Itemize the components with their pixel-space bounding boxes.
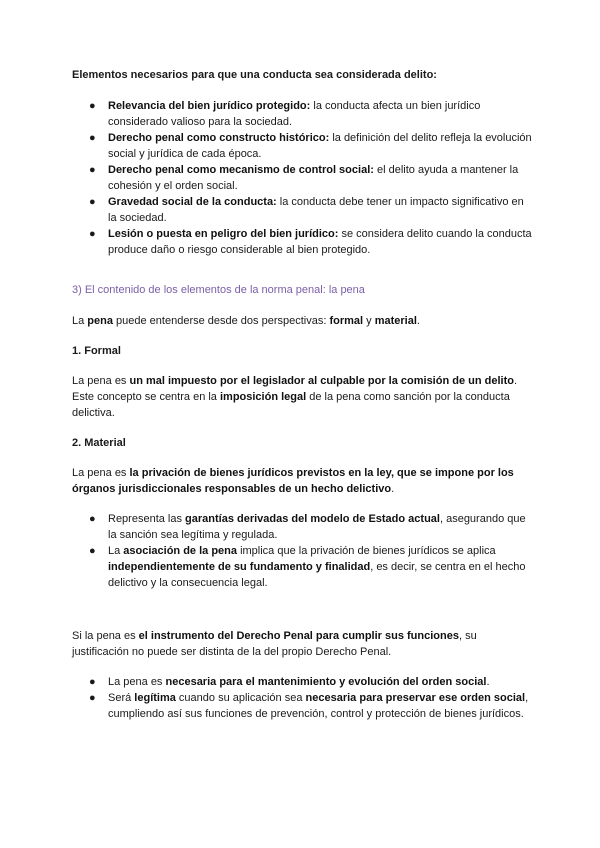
text-run: La pena es xyxy=(108,676,166,688)
bold-text: independientemente de su fundamento y finalidad xyxy=(108,561,371,573)
text-run: puede entenderse desde dos perspectivas: xyxy=(112,315,330,327)
text-run: , cumpliendo así sus funciones de prevención, control y protección de bienes jurídicos. xyxy=(108,692,529,720)
item-text: se considera delito cuando la conducta produce daño o riesgo considerable al bien protegido. xyxy=(108,228,532,256)
text-run: La pena es xyxy=(72,467,130,479)
material-paragraph xyxy=(72,465,532,497)
list-item xyxy=(72,98,532,130)
list-item xyxy=(72,690,532,722)
text-run: La xyxy=(108,545,124,557)
formal-heading: 1. Formal xyxy=(72,345,121,357)
text-run: , asegurando que la sanción sea legítima y regulada. xyxy=(108,513,526,541)
text-run: La xyxy=(72,315,88,327)
bullet-icon: ● xyxy=(89,545,96,557)
bold-text: pena xyxy=(87,315,113,327)
bullet-icon: ● xyxy=(89,676,96,688)
bold-text: la privación de bienes jurídicos previstos en la ley, que se impone por los órganos jurisdiccionales responsables de un hecho delictivo xyxy=(72,467,514,495)
bullet-icon: ● xyxy=(89,132,96,144)
text-run: La pena es xyxy=(72,375,130,387)
document-page xyxy=(72,67,532,722)
item-term: Relevancia del bien jurídico protegido: xyxy=(108,100,311,112)
item-text: la conducta afecta un bien jurídico considerado valioso para la sociedad. xyxy=(108,100,481,128)
text-run: de la pena como sanción por la conducta delictiva. xyxy=(72,391,510,419)
list-item xyxy=(72,543,532,591)
material-list xyxy=(72,511,532,591)
list-item xyxy=(72,130,532,162)
bullet-icon: ● xyxy=(89,196,96,208)
text-run: . Este concepto se centra en la xyxy=(72,375,518,403)
bold-text: formal xyxy=(329,315,364,327)
item-term: Gravedad social de la conducta: xyxy=(108,196,277,208)
bold-text: material xyxy=(374,315,417,327)
text-run: , es decir, se centra en el hecho delictivo y la consecuencia legal. xyxy=(108,561,526,589)
list-item xyxy=(72,511,532,543)
item-text: la conducta debe tener un impacto significativo en la sociedad. xyxy=(108,196,524,224)
list-item xyxy=(72,162,532,194)
text-run: implica que la privación de bienes jurídicos se aplica xyxy=(237,545,496,557)
item-text: la definición del delito refleja la evolución social y jurídica de cada época. xyxy=(108,132,532,160)
list-item xyxy=(72,674,532,690)
text-run: . xyxy=(486,676,490,688)
list-item xyxy=(72,194,532,226)
bold-text: imposición legal xyxy=(219,391,307,403)
bold-text: necesaria para el mantenimiento y evolución del orden social xyxy=(165,676,487,688)
instrumento-paragraph xyxy=(72,628,532,660)
bold-text: necesaria para preservar ese orden social xyxy=(305,692,526,704)
bold-text: garantías derivadas del modelo de Estado actual xyxy=(185,513,440,525)
bold-text: asociación de la pena xyxy=(123,545,238,557)
text-run: Si la pena es xyxy=(72,630,139,642)
material-heading: 2. Material xyxy=(72,437,126,449)
text-run: , su justificación no puede ser distinta de la del propio Derecho Penal. xyxy=(72,630,477,658)
bullet-icon: ● xyxy=(89,228,96,240)
bullet-icon: ● xyxy=(89,164,96,176)
text-run: Representa las xyxy=(108,513,186,525)
item-term: Derecho penal como constructo histórico: xyxy=(108,132,330,144)
item-term: Derecho penal como mecanismo de control social: xyxy=(108,164,374,176)
text-run: Será xyxy=(108,692,135,704)
section-title: 3) El contenido de los elementos de la norma penal: la pena xyxy=(72,284,365,296)
bullet-icon: ● xyxy=(89,100,96,112)
text-run: . xyxy=(416,315,420,327)
item-term: Lesión o puesta en peligro del bien jurídico: xyxy=(108,228,339,240)
bold-text: el instrumento del Derecho Penal para cumplir sus funciones xyxy=(138,630,459,642)
list-item xyxy=(72,226,532,258)
text-run: cuando su aplicación sea xyxy=(175,692,306,704)
intro-paragraph xyxy=(72,313,532,329)
bullet-icon: ● xyxy=(89,513,96,525)
final-list xyxy=(72,674,532,722)
bold-text: legítima xyxy=(134,692,176,704)
formal-paragraph xyxy=(72,373,532,421)
text-run: . xyxy=(391,483,395,495)
elementos-heading: Elementos necesarios para que una conducta sea considerada delito: xyxy=(72,69,437,81)
text-run: y xyxy=(363,315,375,327)
bold-text: un mal impuesto por el legislador al culpable por la comisión de un delito xyxy=(129,375,514,387)
elementos-list xyxy=(72,98,532,258)
item-text: el delito ayuda a mantener la cohesión y el orden social. xyxy=(108,164,519,192)
bullet-icon: ● xyxy=(89,692,96,704)
